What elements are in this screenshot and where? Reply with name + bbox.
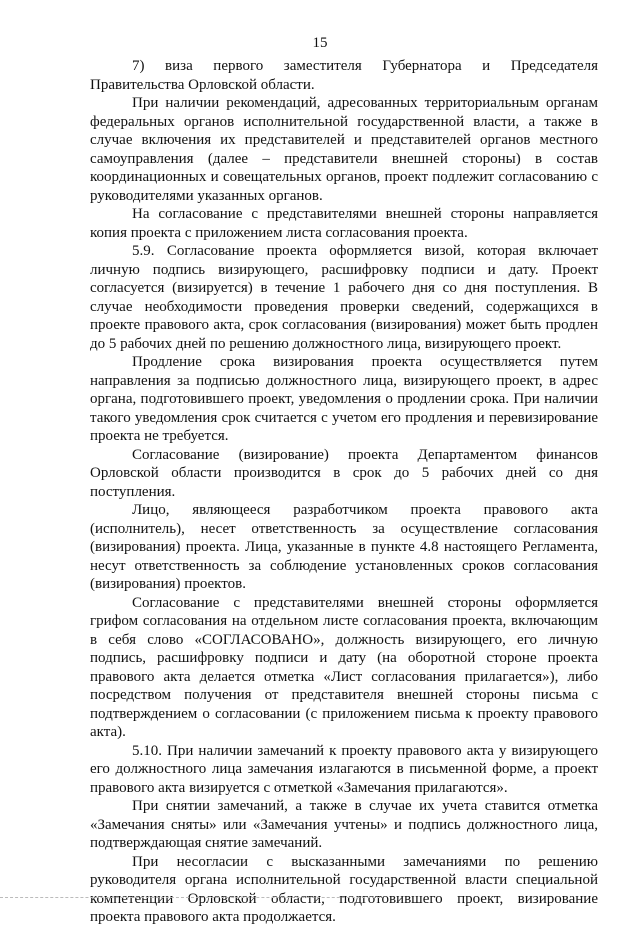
paragraph-finance-dept: Согласование (визирование) проекта Департаментом финансов Орловской области производится в срок до 5 рабочих дней со дня поступления.: [90, 446, 598, 500]
paragraph-responsibility: Лицо, являющееся разработчиком проекта правового акта (исполнитель), несет ответственность за осуществление согласования (визирования) проекта. Лица, указанные в пункте 4.8 настоящего Регламента, несут ответственность за соблюдение установленных сроков согласования (визирования) проектов.: [90, 502, 598, 592]
paragraph-disagreement: При несогласии с высказанными замечаниями по решению руководителя органа исполнительной государственной власти специальной компетенции Орловской области, подготовившего проект, визирование проекта правового акта продолжается.: [90, 853, 598, 925]
page-number: 15: [312, 35, 328, 51]
paragraph-visa-first-deputy: 7) виза первого заместителя Губернатора и Председателя Правительства Орловской области.: [90, 58, 598, 93]
body-text: [90, 57, 598, 927]
paragraph-external-approval: Согласование с представителями внешней стороны оформляется грифом согласования на отдельном листе согласования проекта, включающим в себя слово «СОГЛАСОВАНО», должность визирующего, его личную подпись, расшифровку подписи и дату (на оборотной стороне проекта правового акта делается отметка «Лист согласования прилагается»), либо посредством получения от представителя внешней стороны письма с подтверждением о согласовании (с приложением письма к проекту правового акта).: [90, 594, 598, 740]
paragraph-remarks-removed: При снятии замечаний, а также в случае их учета ставится отметка «Замечания сняты» или «Замечания учтены» и подпись должностного лица, подтверждающая снятие замечаний.: [90, 798, 598, 851]
paragraph-5-10: 5.10. При наличии замечаний к проекту правового акта у визирующего его должностного лица замечания излагаются в письменной форме, а проект правового акта визируется с отметкой «Замечания прилагаются».: [90, 742, 598, 796]
paragraph-external-copy: На согласование с представителями внешней стороны направляется копия проекта с приложением листа согласования проекта.: [90, 206, 598, 241]
bottom-divider: [0, 897, 380, 898]
paragraph-5-9: 5.9. Согласование проекта оформляется визой, которая включает личную подпись визирующего, расшифровку подписи и дату. Проект согласуется (визируется) в течение 1 рабочего дня со дня поступления. В случае необходимости проведения проверки сведений, содержащихся в проекте правового акта, срок согласования (визирования) может быть продлен до 5 рабочих дней по решению должностного лица, визирующего проект.: [90, 243, 598, 352]
paragraph-recommendations: При наличии рекомендаций, адресованных территориальным органам федеральных органов исполнительной государственной власти, а также в случае включения их представителей и представителей органов местного самоуправления (далее – представители внешней стороны) в состав координационных и совещательных органов, проект подлежит согласованию с руководителями указанных органов.: [90, 95, 598, 204]
paragraph-extension: Продление срока визирования проекта осуществляется путем направления за подписью должностного лица, визирующего проект, в адрес органа, подготовившего проект, уведомления о продлении срока. При наличии такого уведомления срок считается с учетом его продления и перевизирование проекта не требуется.: [90, 354, 598, 444]
